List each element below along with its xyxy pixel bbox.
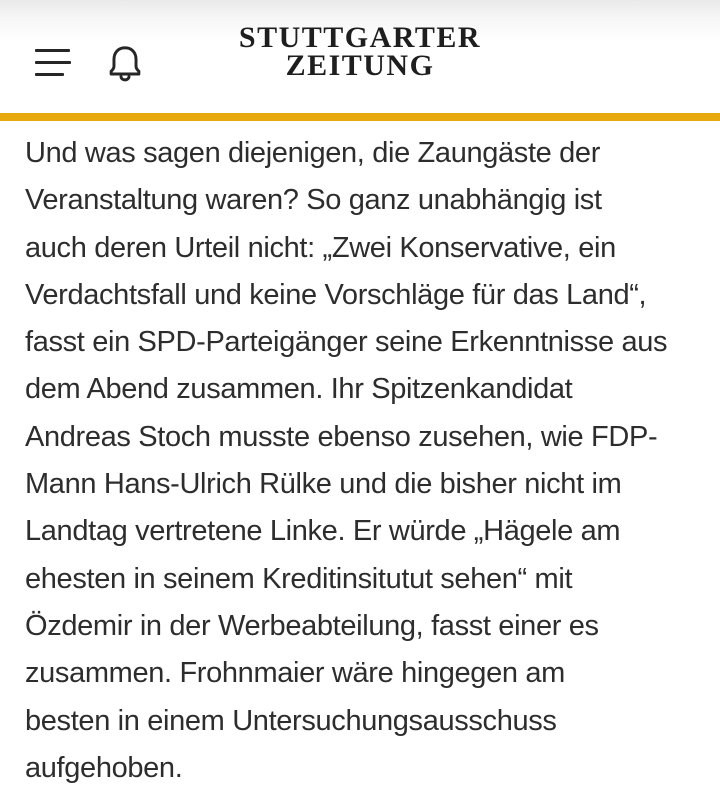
article-text-line: auch deren Urteil nicht: „Zwei Konservative, ein [25,231,616,264]
brand-logo[interactable] [0,21,720,82]
article-text-line: Özdemir in der Werbeabteilung, fasst einer es [25,609,599,642]
brand-logo-line1: STUTTGARTER [238,21,482,54]
article-text-line: besten in einem Untersuchungsausschuss [25,704,557,737]
brand-logo-line2: ZEITUNG [285,48,435,82]
article-text-line: aufgehoben. [25,751,183,784]
article-text-line: Verdachtsfall und keine Vorschläge für das Land“, [25,278,647,311]
article-text-line: fasst ein SPD-Parteigänger seine Erkenntnisse aus [25,326,668,359]
article-text-line: zusammen. Frohnmaier wäre hingegen am [25,657,565,690]
article-text-line: Und was sagen diejenigen, die Zaungäste der [25,137,601,169]
app-header [0,0,720,113]
article-body [0,121,720,792]
article-text-line: dem Abend zusammen. Ihr Spitzenkandidat [25,373,573,406]
article-text-line: Andreas Stoch musste ebenso zusehen, wie FDP- [25,420,658,453]
article-text-line: Mann Hans-Ulrich Rülke und die bisher nicht im [25,468,622,501]
article-paragraph [25,130,700,792]
header-accent-bar [0,113,720,121]
article-text-line: Veranstaltung waren? So ganz unabhängig ist [25,184,602,217]
article-text-line: ehesten in seinem Kreditinsitutut sehen“ mit [25,562,573,595]
article-text-line: Landtag vertretene Linke. Er würde „Hägele am [25,515,621,548]
